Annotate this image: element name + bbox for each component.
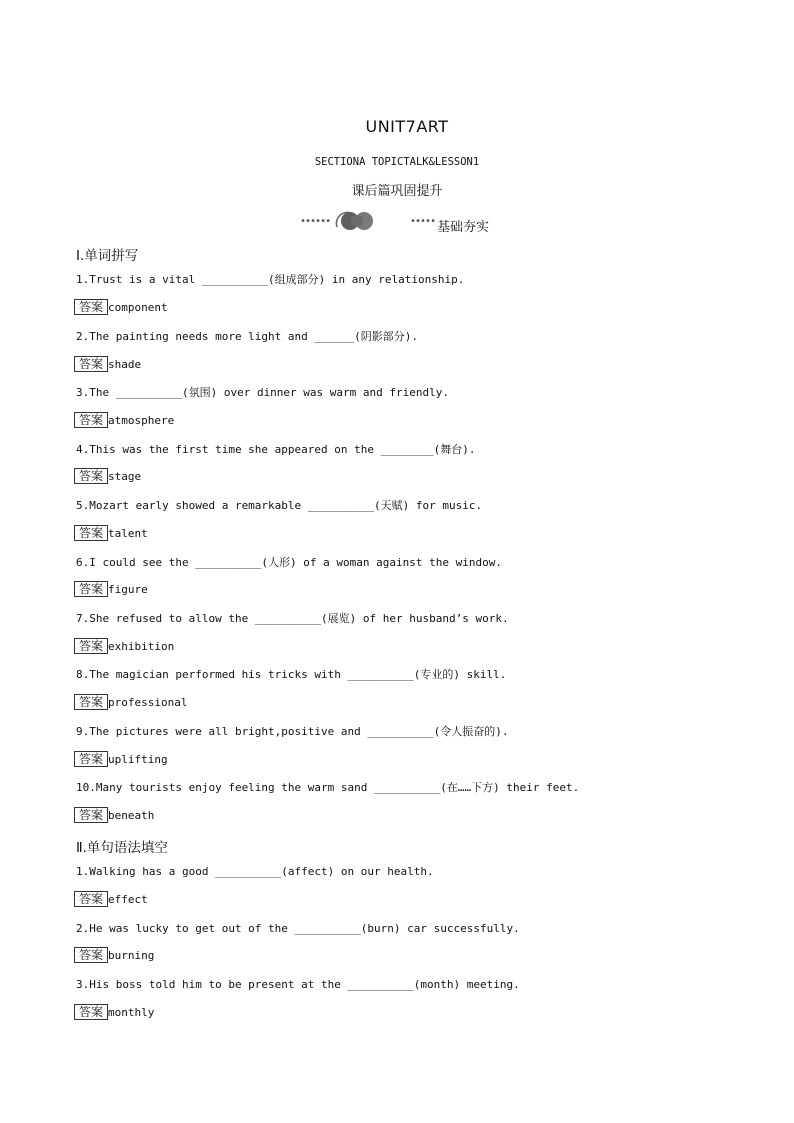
answer-text: figure	[108, 582, 148, 596]
question-text: 1.Trust is a vital __________(组成部分) in any relationship.	[76, 273, 465, 286]
answer-text: stage	[108, 469, 142, 483]
question-text: 8.The magician performed his tricks with __________(专业的) skill.	[76, 668, 507, 681]
answer-label: 答案	[74, 947, 108, 963]
answer-text: talent	[108, 526, 148, 540]
banner-label: 基础夯实	[437, 220, 490, 235]
section-subtitle: SECTIONA TOPICTALK&LESSON1	[314, 156, 480, 168]
answer-text: beneath	[108, 808, 155, 822]
answer-label: 答案	[74, 694, 108, 710]
question-text: 6.I could see the __________(人形) of a woman against the window.	[76, 556, 502, 569]
question-text: 3.His boss told him to be present at the __________(month) meeting.	[76, 978, 520, 991]
answer-label: 答案	[74, 525, 108, 541]
answer-text: component	[108, 300, 168, 314]
answer-text: effect	[108, 892, 148, 906]
question-text: 3.The __________(氛围) over dinner was warm and friendly.	[76, 386, 449, 399]
answer-text: atmosphere	[108, 413, 175, 427]
answer-row	[74, 1004, 154, 1020]
answer-label: 答案	[74, 299, 108, 315]
answer-row	[74, 525, 148, 541]
answer-label: 答案	[74, 581, 108, 597]
lesson-heading: 课后篇巩固提升	[351, 184, 443, 199]
question-text: 9.The pictures were all bright,positive and __________(令人振奋的).	[76, 725, 509, 738]
answer-text: exhibition	[108, 639, 175, 653]
answer-text: professional	[108, 695, 188, 709]
answer-row	[74, 299, 168, 315]
answer-label: 答案	[74, 1004, 108, 1020]
unit-title: UNIT7ART	[365, 117, 449, 136]
answer-label: 答案	[74, 638, 108, 654]
answer-label: 答案	[74, 412, 108, 428]
question-text: 2.He was lucky to get out of the __________(burn) car successfully.	[76, 922, 520, 935]
answer-label: 答案	[74, 751, 108, 767]
answer-label: 答案	[74, 356, 108, 372]
question-text: 5.Mozart early showed a remarkable __________(天赋) for music.	[76, 499, 483, 512]
answer-row	[74, 638, 174, 654]
answer-row	[74, 412, 174, 428]
answer-label: 答案	[74, 468, 108, 484]
answer-row	[74, 751, 168, 767]
answer-row	[74, 694, 187, 710]
answer-row	[74, 947, 154, 963]
question-text: 4.This was the first time she appeared on the ________(舞台).	[76, 443, 476, 456]
answer-row	[74, 581, 148, 597]
answer-label: 答案	[74, 807, 108, 823]
answer-text: monthly	[108, 1005, 155, 1019]
answer-text: shade	[108, 357, 142, 371]
answer-text: uplifting	[108, 752, 168, 766]
banner-dots-right: •••••	[410, 216, 436, 227]
section2-heading: Ⅱ.单句语法填空	[76, 840, 168, 856]
question-text: 10.Many tourists enjoy feeling the warm sand __________(在……下方) their feet.	[76, 781, 580, 794]
question-text: 1.Walking has a good __________(affect) on our health.	[76, 865, 434, 878]
question-text: 2.The painting needs more light and ______(阴影部分).	[76, 330, 419, 343]
banner-emblem-icon	[333, 207, 377, 233]
answer-row	[74, 891, 148, 907]
answer-row	[74, 807, 154, 823]
section1-heading: Ⅰ.单词拼写	[76, 248, 139, 264]
answer-row	[74, 468, 141, 484]
answer-row	[74, 356, 141, 372]
question-text: 7.She refused to allow the __________(展览) of her husband’s work.	[76, 612, 509, 625]
answer-text: burning	[108, 948, 155, 962]
answer-label: 答案	[74, 891, 108, 907]
banner-dots-left: ••••••	[300, 216, 331, 227]
